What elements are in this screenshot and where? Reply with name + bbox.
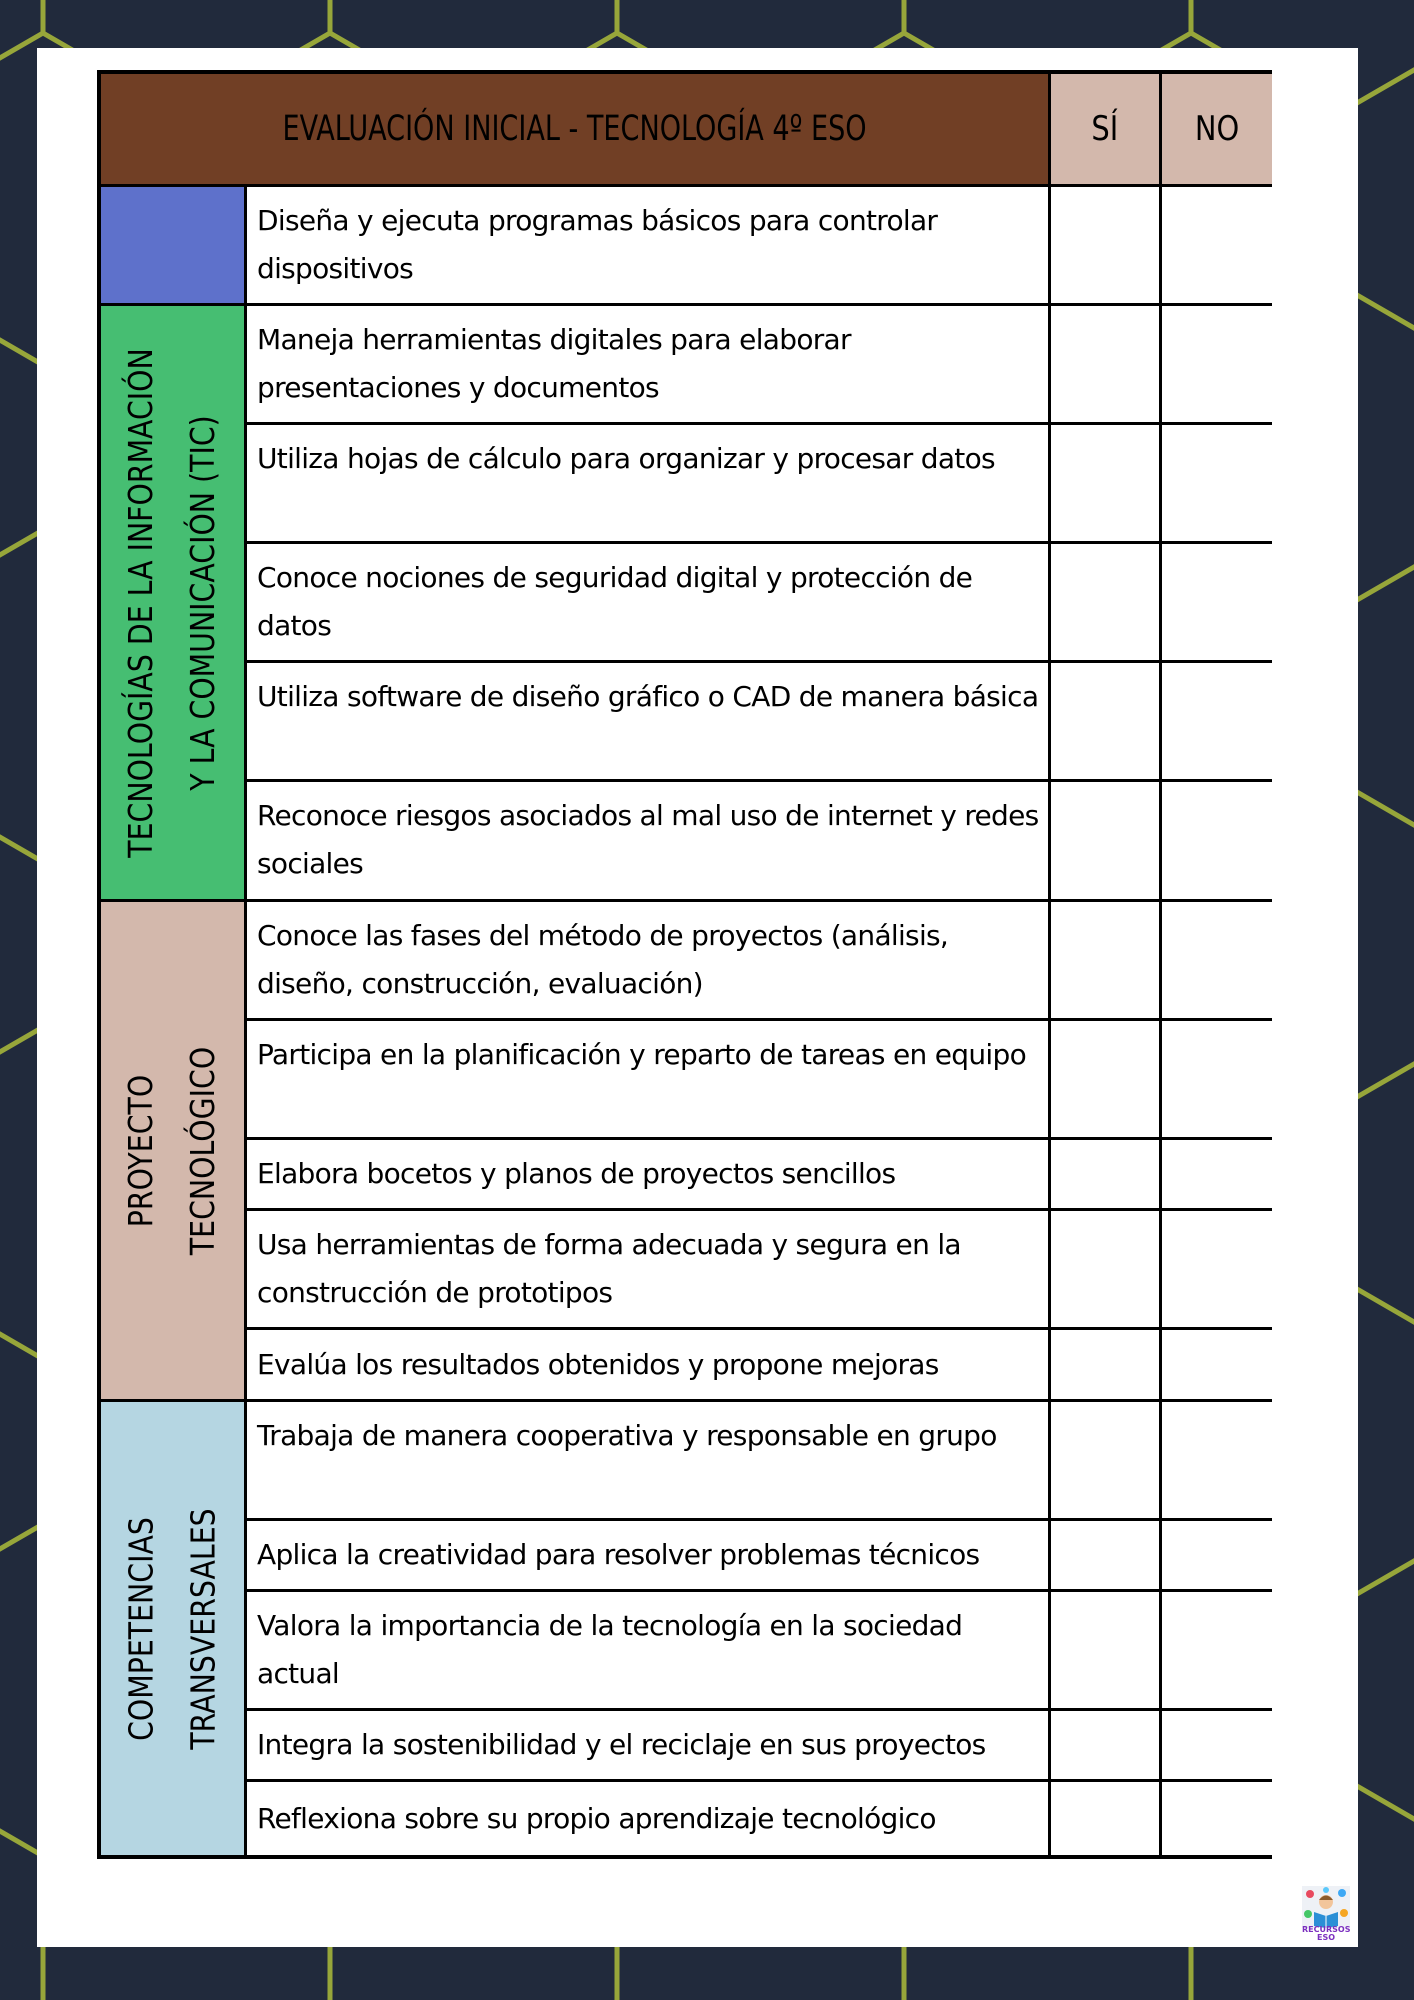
criterion-text: Integra la sostenibilidad y el reciclaje en sus proyectos — [247, 1711, 1051, 1782]
no-checkbox-cell[interactable] — [1162, 1140, 1272, 1211]
yes-checkbox-cell[interactable] — [1051, 1711, 1162, 1782]
yes-checkbox-cell[interactable] — [1051, 306, 1162, 425]
category-label-line: COMPETENCIAS — [121, 1516, 161, 1741]
yes-checkbox-cell[interactable] — [1051, 1402, 1162, 1521]
criterion-text: Trabaja de manera cooperativa y responsable en grupo — [247, 1402, 1051, 1521]
yes-checkbox-cell[interactable] — [1051, 1782, 1162, 1855]
yes-checkbox-cell[interactable] — [1051, 187, 1162, 306]
no-checkbox-cell[interactable] — [1162, 306, 1272, 425]
category-label-line: Y LA COMUNICACIÓN (TIC) — [183, 414, 223, 791]
category-cell-tic — [101, 306, 247, 902]
criterion-text: Reflexiona sobre su propio aprendizaje tecnológico — [247, 1782, 1051, 1855]
criterion-text: Conoce las fases del método de proyectos (análisis, diseño, construcción, evaluación) — [247, 902, 1051, 1021]
no-checkbox-cell[interactable] — [1162, 1402, 1272, 1521]
table-title-cell — [101, 74, 1051, 187]
yes-checkbox-cell[interactable] — [1051, 1211, 1162, 1330]
no-checkbox-cell[interactable] — [1162, 544, 1272, 663]
criterion-text: Usa herramientas de forma adecuada y segura en la construcción de prototipos — [247, 1211, 1051, 1330]
criterion-text: Utiliza hojas de cálculo para organizar y procesar datos — [247, 425, 1051, 544]
category-label-line: TECNOLÓGICO — [183, 1046, 223, 1255]
yes-checkbox-cell[interactable] — [1051, 663, 1162, 782]
yes-label: SÍ — [1091, 109, 1119, 149]
no-checkbox-cell[interactable] — [1162, 663, 1272, 782]
category-label — [111, 306, 235, 898]
no-checkbox-cell[interactable] — [1162, 187, 1272, 306]
no-checkbox-cell[interactable] — [1162, 1711, 1272, 1782]
evaluation-table — [97, 70, 1272, 1859]
category-label — [111, 1029, 235, 1271]
yes-column-header — [1051, 74, 1162, 187]
student-reading-logo-icon — [1302, 1886, 1350, 1928]
criterion-text: Valora la importancia de la tecnología en la sociedad actual — [247, 1592, 1051, 1711]
category-cell-proyecto — [101, 902, 247, 1402]
no-checkbox-cell[interactable] — [1162, 1211, 1272, 1330]
logo-text: RECURSOS ESO — [1302, 1925, 1351, 1942]
criterion-text: Reconoce riesgos asociados al mal uso de internet y redes sociales — [247, 782, 1051, 902]
criterion-text: Diseña y ejecuta programas básicos para controlar dispositivos — [247, 187, 1051, 306]
category-label-line: TECNOLOGÍAS DE LA INFORMACIÓN — [121, 347, 161, 858]
criterion-text: Elabora bocetos y planos de proyectos sencillos — [247, 1140, 1051, 1211]
no-checkbox-cell[interactable] — [1162, 902, 1272, 1021]
yes-checkbox-cell[interactable] — [1051, 544, 1162, 663]
criterion-text: Utiliza software de diseño gráfico o CAD de manera básica — [247, 663, 1051, 782]
no-checkbox-cell[interactable] — [1162, 1021, 1272, 1140]
no-checkbox-cell[interactable] — [1162, 782, 1272, 902]
no-checkbox-cell[interactable] — [1162, 1782, 1272, 1855]
no-checkbox-cell[interactable] — [1162, 1521, 1272, 1592]
category-cell-blank — [101, 187, 247, 306]
no-checkbox-cell[interactable] — [1162, 1592, 1272, 1711]
yes-checkbox-cell[interactable] — [1051, 425, 1162, 544]
category-label-line: PROYECTO — [121, 1074, 161, 1227]
no-checkbox-cell[interactable] — [1162, 425, 1272, 544]
yes-checkbox-cell[interactable] — [1051, 1140, 1162, 1211]
yes-checkbox-cell[interactable] — [1051, 902, 1162, 1021]
no-checkbox-cell[interactable] — [1162, 1330, 1272, 1402]
criterion-text: Aplica la creatividad para resolver problemas técnicos — [247, 1521, 1051, 1592]
yes-checkbox-cell[interactable] — [1051, 782, 1162, 902]
yes-checkbox-cell[interactable] — [1051, 1330, 1162, 1402]
criterion-text: Maneja herramientas digitales para elaborar presentaciones y documentos — [247, 306, 1051, 425]
criterion-text: Participa en la planificación y reparto de tareas en equipo — [247, 1021, 1051, 1140]
criterion-text: Evalúa los resultados obtenidos y propone mejoras — [247, 1330, 1051, 1402]
category-label-line: TRANSVERSALES — [183, 1507, 223, 1750]
category-label — [111, 1488, 235, 1769]
no-label: NO — [1194, 109, 1240, 149]
criterion-text: Conoce nociones de seguridad digital y protección de datos — [247, 544, 1051, 663]
no-column-header — [1162, 74, 1272, 187]
yes-checkbox-cell[interactable] — [1051, 1021, 1162, 1140]
table-title: EVALUACIÓN INICIAL - TECNOLOGÍA 4º ESO — [282, 109, 867, 149]
recursos-eso-logo — [1302, 1886, 1350, 1946]
yes-checkbox-cell[interactable] — [1051, 1521, 1162, 1592]
yes-checkbox-cell[interactable] — [1051, 1592, 1162, 1711]
category-cell-competencias — [101, 1402, 247, 1855]
